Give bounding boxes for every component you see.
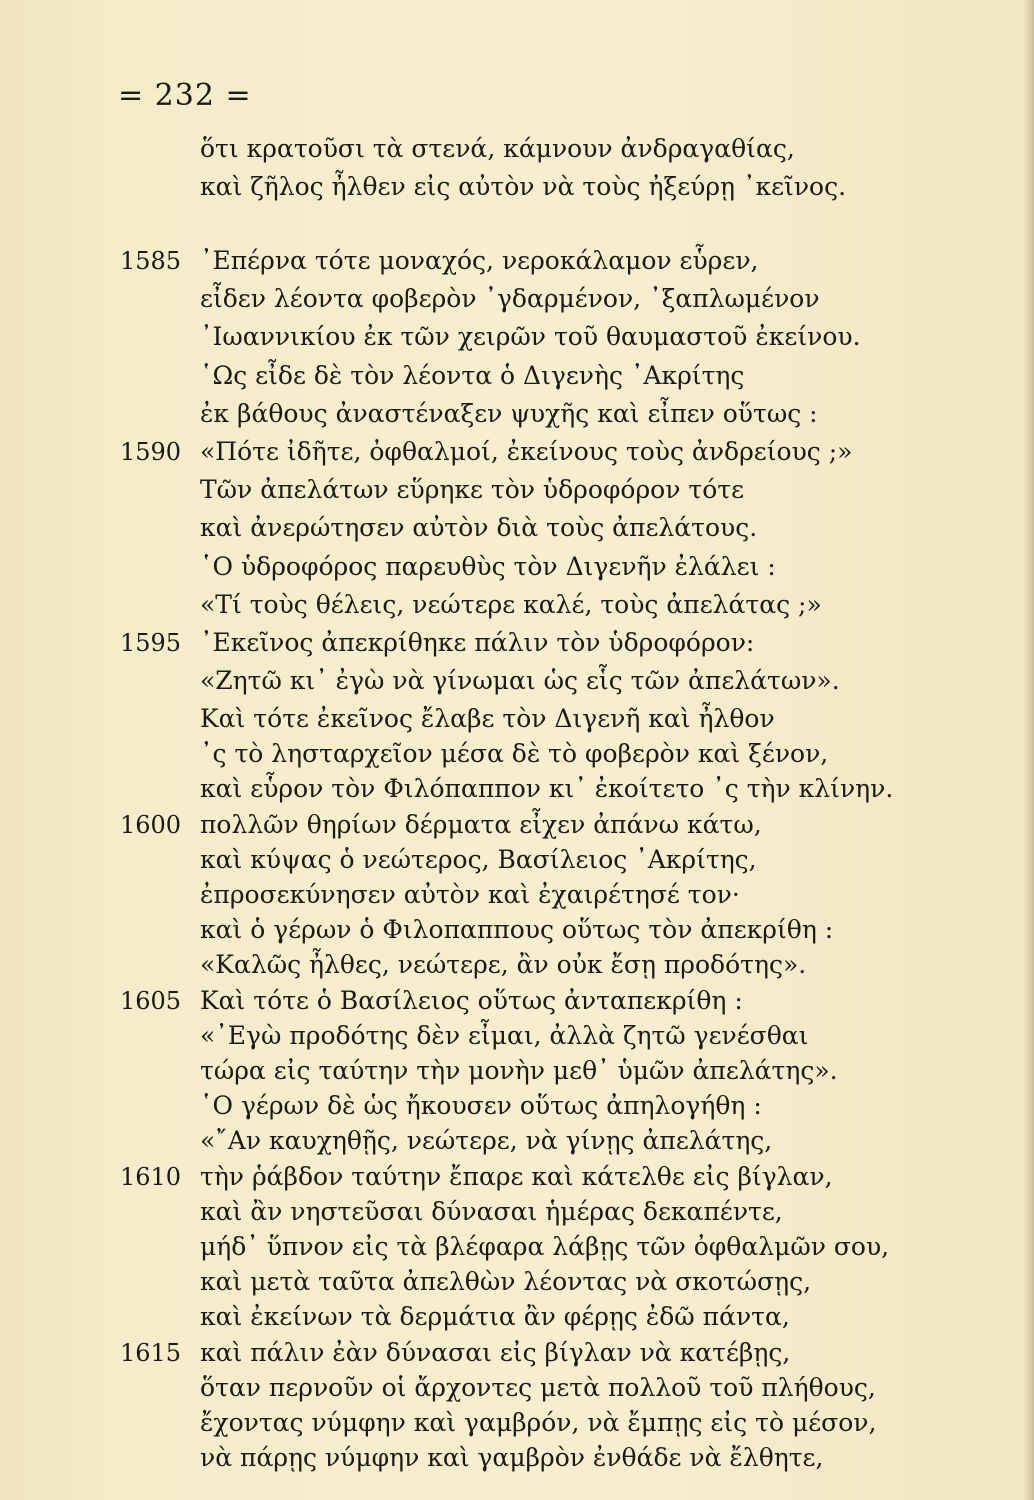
verse-number: 1605 xyxy=(120,986,182,1015)
verse-text: ῾Ο γέρων δὲ ὡς ἤκουσεν οὕτως ἀπηλογήθη : xyxy=(200,1091,762,1121)
verse-text: ᾿Ιωαννικίου ἐκ τῶν χειρῶν τοῦ θαυμαστοῦ ἐκείνου. xyxy=(200,322,861,352)
verse-text: ὅτι κρατοῦσι τὰ στενά, κάμνουν ἀνδραγαθίας, xyxy=(200,134,795,163)
verse-number: 1600 xyxy=(120,810,182,839)
verse-line xyxy=(120,586,1010,624)
verse-line xyxy=(120,1263,1010,1301)
verse-text: ῾Ως εἶδε δὲ τὸν λέοντα ὁ Διγενὴς ᾿Ακρίτης xyxy=(200,360,745,390)
verse-line xyxy=(120,1017,1010,1055)
verse-line xyxy=(120,548,1010,586)
verse-number: 1585 xyxy=(120,247,182,275)
verse-line xyxy=(120,911,1010,949)
verse-line xyxy=(120,1439,1010,1477)
verse-line xyxy=(120,242,1010,280)
verse-line xyxy=(120,1193,1010,1231)
verse-text: καὶ ἂν νηστεῦσαι δύνασαι ἡμέρας δεκαπέντε, xyxy=(200,1196,783,1226)
verse-text: Τῶν ἀπελάτων εὕρηκε τὸν ὑδροφόρον τότε xyxy=(200,475,745,505)
verse-line xyxy=(120,433,1010,471)
verse-line xyxy=(120,700,1010,738)
verse-line xyxy=(120,395,1010,433)
verse-line xyxy=(120,841,1010,879)
verse-text: καὶ εὗρον τὸν Φιλόπαππον κι᾿ ἐκοίτετο ᾿ς τὴν κλίνην. xyxy=(200,774,894,804)
verse-line xyxy=(120,168,1010,206)
verse-text: τὴν ῥάβδον ταύτην ἔπαρε καὶ κάτελθε εἰς βίγλαν, xyxy=(200,1161,833,1191)
verse-line xyxy=(120,471,1010,509)
verse-text: καὶ ἐκείνων τὰ δερμάτια ἂν φέρῃς ἐδῶ πάντα, xyxy=(200,1302,790,1332)
verse-text: καὶ πάλιν ἐὰν δύνασαι εἰς βίγλαν νὰ κατέβῃς, xyxy=(200,1337,791,1367)
verse-text: καὶ ζῆλος ἦλθεν εἰς αὐτὸν νὰ τοὺς ἠξεύρῃ ᾿κεῖνος. xyxy=(200,172,847,201)
verse-line xyxy=(120,1087,1010,1125)
verse-line xyxy=(120,318,1010,356)
verse-line xyxy=(120,806,1010,844)
verse-text: καὶ ἀνερώτησεν αὐτὸν διὰ τοὺς ἀπελάτους. xyxy=(200,513,758,543)
verse-line xyxy=(120,130,1010,168)
verse-line xyxy=(120,946,1010,984)
verse-number: 1595 xyxy=(120,629,182,657)
verse-line xyxy=(120,1228,1010,1266)
verse-line xyxy=(120,509,1010,547)
verse-text: «᾿Εγὼ προδότης δὲν εἶμαι, ἀλλὰ ζητῶ γενέσθαι xyxy=(200,1020,809,1050)
page-number: = 232 = xyxy=(118,78,252,113)
verse-text: πολλῶν θηρίων δέρματα εἶχεν ἀπάνω κάτω, xyxy=(200,809,762,839)
verse-line xyxy=(120,1369,1010,1407)
verse-text: ῾Ο ὑδροφόρος παρευθὺς τὸν Διγενῆν ἐλάλει : xyxy=(200,551,776,581)
verse-line xyxy=(120,1052,1010,1090)
verse-text: ὅταν περνοῦν οἱ ἄρχοντες μετὰ πολλοῦ τοῦ πλήθους, xyxy=(200,1372,876,1402)
verse-text: «Ζητῶ κι᾿ ἐγὼ νὰ γίνωμαι ὡς εἷς τῶν ἀπελάτων». xyxy=(200,666,840,696)
verse-line xyxy=(120,1158,1010,1196)
verse-line xyxy=(120,735,1010,773)
verse-line xyxy=(120,280,1010,318)
verse-text: καὶ μετὰ ταῦτα ἀπελθὼν λέοντας νὰ σκοτώσῃς, xyxy=(200,1267,812,1297)
verse-line xyxy=(120,1334,1010,1372)
verse-text: «῎Αν καυχηθῇς, νεώτερε, νὰ γίνῃς ἀπελάτης, xyxy=(200,1126,773,1156)
verse-text: καὶ κύψας ὁ νεώτερος, Βασίλειος ᾿Ακρίτης, xyxy=(200,844,757,874)
verse-line xyxy=(120,1122,1010,1160)
verse-number: 1590 xyxy=(120,438,182,466)
verse-text: εἶδεν λέοντα φοβερὸν ᾿γδαρμένον, ᾿ξαπλωμένον xyxy=(200,284,820,314)
verse-line xyxy=(120,1404,1010,1442)
verse-text: «Καλῶς ἦλθες, νεώτερε, ἂν οὐκ ἔσῃ προδότης». xyxy=(200,950,807,980)
verse-line xyxy=(120,624,1010,662)
verse-line xyxy=(120,357,1010,395)
verse-text: «Πότε ἰδῆτε, ὀφθαλμοί, ἐκείνους τοὺς ἀνδρείους ;» xyxy=(200,437,853,466)
verse-line xyxy=(120,876,1010,914)
verse-number: 1615 xyxy=(120,1338,182,1367)
verse-text: ἐπροσεκύνησεν αὐτὸν καὶ ἐχαιρέτησέ τον· xyxy=(200,880,740,909)
verse-text: Καὶ τότε ἐκεῖνος ἔλαβε τὸν Διγενῆ καὶ ἦλθον xyxy=(200,704,775,733)
verse-line xyxy=(120,662,1010,700)
page-edge-shadow xyxy=(1024,0,1034,1500)
verse-text: ᾿ς τὸ λησταρχεῖον μέσα δὲ τὸ φοβερὸν καὶ ξένον, xyxy=(200,739,829,769)
verse-number: 1610 xyxy=(120,1162,182,1191)
verse-text: ᾿Εκεῖνος ἀπεκρίθηκε πάλιν τὸν ὑδροφόρον: xyxy=(200,628,755,657)
verse-text: μήδ᾿ ὕπνον εἰς τὰ βλέφαρα λάβῃς τῶν ὀφθαλμῶν σου, xyxy=(200,1232,890,1261)
verse-line xyxy=(120,982,1010,1020)
verse-text: ἔχοντας νύμφην καὶ γαμβρόν, νὰ ἔμπῃς εἰς τὸ μέσον, xyxy=(200,1408,877,1437)
verse-text: «Τί τοὺς θέλεις, νεώτερε καλέ, τοὺς ἀπελάτας ;» xyxy=(200,589,822,619)
verse-text: νὰ πάρῃς νύμφην καὶ γαμβρὸν ἐνθάδε νὰ ἔλθητε, xyxy=(200,1443,824,1473)
verse-text: Καὶ τότε ὁ Βασίλειος οὕτως ἀνταπεκρίθη : xyxy=(200,985,743,1015)
verse-line xyxy=(120,1298,1010,1336)
verse-text: ᾿Επέρνα τότε μοναχός, νεροκάλαμον εὗρεν, xyxy=(200,246,759,275)
verse-text: καὶ ὁ γέρων ὁ Φιλοπαππους οὕτως τὸν ἀπεκρίθη : xyxy=(200,915,834,945)
verse-text: ἐκ βάθους ἀναστέναξεν ψυχῆς καὶ εἶπεν οὕτως : xyxy=(200,398,818,428)
verse-line xyxy=(120,770,1010,808)
verse-text: τώρα εἰς ταύτην τὴν μονὴν μεθ᾿ ὑμῶν ἀπελάτης». xyxy=(200,1056,838,1085)
